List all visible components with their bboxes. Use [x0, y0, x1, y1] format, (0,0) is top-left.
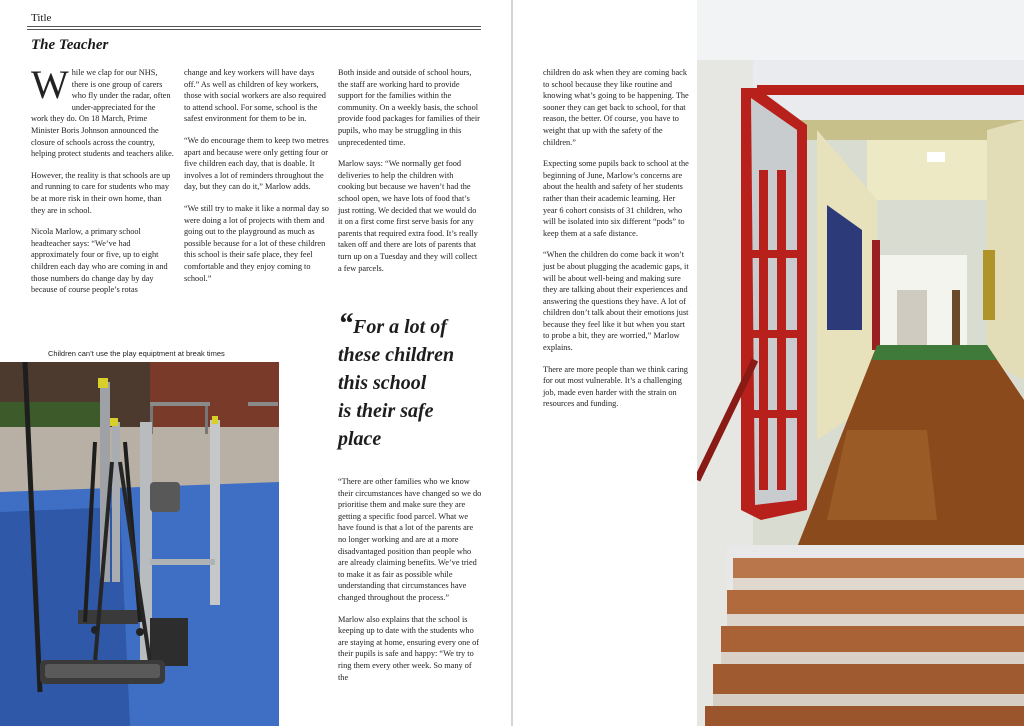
column-1 [31, 62, 174, 306]
right-page [513, 0, 1024, 726]
header-rule-top [27, 26, 481, 27]
playground-photo [0, 362, 279, 726]
column-3-continued [338, 476, 483, 693]
pull-quote: “For a lot of these children this school is their safe place [338, 307, 455, 450]
column-3 [338, 67, 481, 284]
paragraph: “There are other families who we know their circumstances have changed so we do prioritise them and make sure they are getting a specific food parcel. What we have found is that a lot of the parents are no longer working and are at a more disadvantaged position than people who are already claiming benefits. We’ve tried to make it as fair as possible while understanding that circumstances have changed throughout the process.” [338, 477, 482, 602]
paragraph: Marlow says: “We normally get food deliveries to help the children with cooking but because we haven’t had the school open, we have lots of food that’s just rotting. We decided that we would do it on a first come first serve basis for any parents that required extra food. It’s really taken off and there are lots of parents that turn up on a Tuesday and they will collect a few parcels. [338, 159, 478, 273]
paragraph: There are more people than we think caring for out most vulnerable. It’s a challenging job, made even harder with the strain on resources and funding. [543, 364, 688, 409]
column-4 [543, 67, 691, 420]
drop-cap: W [31, 62, 69, 107]
paragraph: “We still try to make it like a normal day so were doing a lot of projects with them and going out to the playground as much as possible because for a lot of these children this school is their safe place, they feel comfortable and they enjoy coming to school.” [184, 203, 329, 283]
section-label: Title [31, 12, 52, 24]
paragraph: change and key workers will have days off.” As well as children of key workers, those with social workers are also required to attend school. For some, school is the safest environment for them to be in. [184, 68, 326, 124]
paragraph: Both inside and outside of school hours, the staff are working hard to provide support for the families within the community. On a weekly basis, the school provide food packages for families of their pupils, who may be struggling in this unprecedented time. [338, 68, 480, 147]
left-page [0, 0, 511, 726]
corridor-illustration [697, 0, 1024, 726]
playground-illustration [0, 362, 279, 726]
paragraph: “We do encourage them to keep two metres apart and because were only getting four or five children each day, that is doable. It involves a lot of reminders throughout the day, but they can do it,” Marlow adds. [184, 135, 329, 192]
paragraph: Nicola Marlow, a primary school headteacher says: “We’ve had approximately four or five, up to eight children each day who are coming in and those numbers do change day by day because of course people’s rotas [31, 227, 168, 295]
corridor-photo [697, 0, 1024, 726]
paragraph-intro: While we clap for our NHS, there is one group of carers who fly under the radar, often under-appreciated for the work they do. On 18 March, Prime Minister Boris Johnson announced the closure of schools across the country, helping protect students and teachers alike. [31, 62, 174, 159]
photo-caption: Children can’t use the play equiptment at break times [48, 349, 225, 358]
paragraph: “When the children do come back it won’t just be about plugging the academic gaps, it will be about well-being and making sure they are talking about their experiences and answering the questions they have. A lot of children don’t talk about their emotions just because they feel like it but when you start to probe a bit, they are worried,” Marlow explains. [543, 250, 689, 353]
paragraph: children do ask when they are coming back to school because they like routine and knowing what’s going to be happening. The sooner they can get back to school, for that reason, the better. Of course, you have to weight that up with the safety of the children.” [543, 68, 689, 147]
quote-mark: “ [338, 307, 353, 340]
paragraph: Expecting some pupils back to school at the beginning of June, Marlow’s concerns are about the health and safety of her students rather than their academic learning. Her year 6 cohort consists of 31 children, who will be isolated into six different “pods” to keep them at a safe distance. [543, 159, 689, 238]
paragraph: However, the reality is that schools are up and running to care for students who may be at more risk in their own home, than they are in school. [31, 170, 171, 215]
article-headline: The Teacher [31, 37, 109, 53]
paragraph: Marlow also explains that the school is keeping up to date with the students who are staying at home, ensuring every one of their pupils is safe and happy: “We try to ring them every other week. So many of the [338, 614, 479, 682]
header-rule-bottom [27, 29, 481, 30]
column-2 [184, 67, 329, 294]
